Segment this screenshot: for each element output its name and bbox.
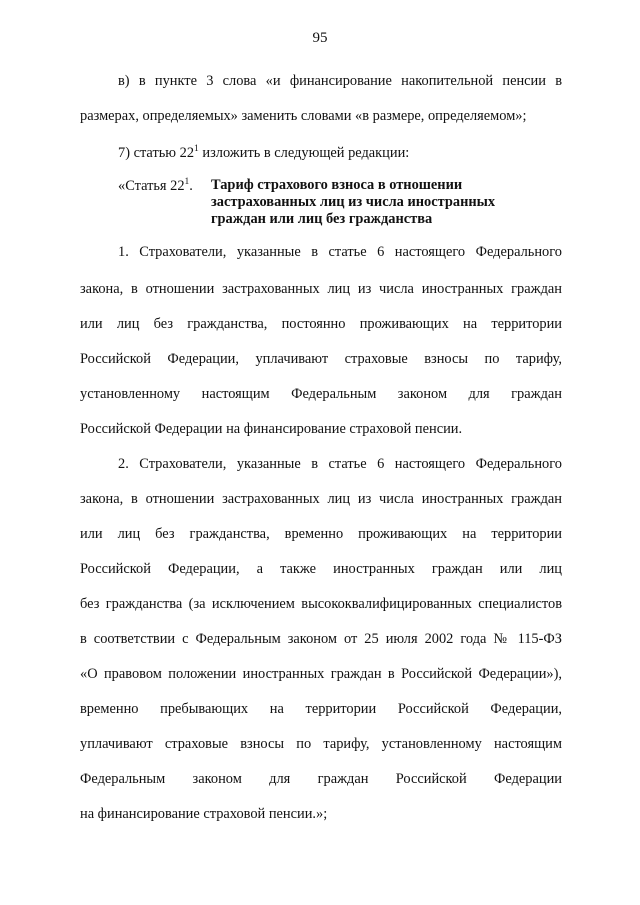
article-label-prefix: «Статья 22: [118, 178, 185, 194]
article-title-line: застрахованных лиц из числа иностранных: [211, 194, 496, 210]
article-label: [118, 177, 193, 197]
paragraph-line: в соответствии с Федеральным законом от 25 июля 2002 года № 115-ФЗ: [80, 631, 562, 647]
paragraph-line: закона, в отношении застрахованных лиц из числа иностранных граждан: [80, 491, 562, 507]
article-label-suffix: .: [189, 178, 193, 194]
paragraph-line: 1. Страхователи, указанные в статье 6 настоящего Федерального: [118, 244, 562, 260]
paragraph-line: Российской Федерации на финансирование страховой пенсии.: [80, 421, 463, 437]
paragraph-line: Федеральным законом для граждан Российской Федерации: [80, 771, 562, 787]
paragraph-line: на финансирование страховой пенсии.»;: [80, 806, 328, 822]
paragraph-line: без гражданства (за исключением высококвалифицированных специалистов: [80, 596, 562, 612]
paragraph-line: установленному настоящим Федеральным законом для граждан: [80, 386, 562, 402]
paragraph-line: временно пребывающих на территории Российской Федерации,: [80, 701, 562, 717]
paragraph-line: закона, в отношении застрахованных лиц из числа иностранных граждан: [80, 281, 562, 297]
paragraph-line: 2. Страхователи, указанные в статье 6 настоящего Федерального: [118, 456, 562, 472]
paragraph-line: или лиц без гражданства, временно проживающих на территории: [80, 526, 562, 542]
article-title-line: граждан или лиц без гражданства: [211, 211, 433, 227]
paragraph-line: Российской Федерации, уплачивают страховые взносы по тарифу,: [80, 351, 562, 367]
paragraph-line: Российской Федерации, а также иностранных граждан или лиц: [80, 561, 562, 577]
text-line: [118, 144, 562, 164]
text-fragment: 7) статью 22: [118, 145, 195, 161]
text-line: размерах, определяемых» заменить словами «в размере, определяемом»;: [80, 108, 527, 124]
paragraph-line: уплачивают страховые взносы по тарифу, установленному настоящим: [80, 736, 562, 752]
text-line: в) в пункте 3 слова «и финансирование накопительной пенсии в: [118, 73, 562, 89]
page-number: 95: [312, 30, 328, 46]
text-fragment: изложить в следующей редакции:: [198, 145, 410, 161]
article-title: [211, 177, 531, 228]
superscript: 1: [194, 144, 199, 154]
article-title-line: Тариф страхового взноса в отношении: [211, 177, 463, 193]
paragraph-line: или лиц без гражданства, постоянно проживающих на территории: [80, 316, 562, 332]
superscript: 1: [184, 177, 190, 187]
paragraph-line: «О правовом положении иностранных граждан в Российской Федерации»),: [80, 666, 562, 682]
